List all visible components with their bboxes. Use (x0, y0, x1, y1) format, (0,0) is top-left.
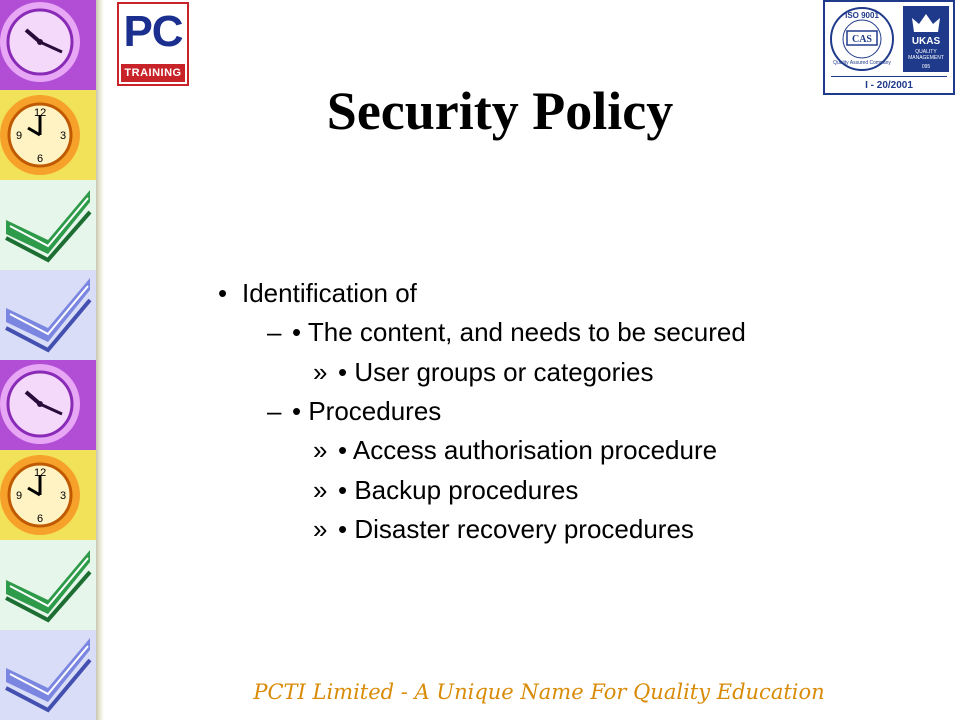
pc-training-logo (117, 2, 189, 86)
outline-marker: » (313, 514, 328, 544)
clock-icon (0, 360, 96, 450)
svg-text:6: 6 (37, 153, 44, 165)
svg-text:Quality Assured Company: Quality Assured Company (833, 60, 891, 66)
outline-text: • Access authorisation procedure (338, 435, 718, 465)
slide-title: Security Policy (326, 81, 674, 141)
outline-marker: » (313, 357, 328, 387)
decorative-image-strip (0, 0, 96, 720)
svg-text:12: 12 (34, 107, 47, 119)
logo-letters: PC (123, 7, 183, 56)
svg-text:ISO 9001: ISO 9001 (845, 11, 879, 20)
registration-number: I - 20/2001 (865, 80, 913, 91)
svg-text:9: 9 (16, 490, 23, 502)
logo-band: TRAINING (121, 64, 185, 82)
outline-text: • The content, and needs to be secured (292, 317, 746, 347)
outline-text: Identification of (242, 278, 417, 308)
outline-text: • Backup procedures (338, 475, 579, 505)
slide-footer: PCTI Limited - A Unique Name For Quality Education (253, 680, 825, 704)
svg-text:9: 9 (16, 130, 23, 142)
book-icon (0, 270, 96, 360)
outline-marker: – (267, 317, 282, 347)
book-icon (0, 540, 96, 630)
iso-seal-icon (829, 6, 895, 72)
book-icon (0, 180, 96, 270)
strip-edge-shadow (96, 0, 104, 720)
clock-icon (0, 90, 96, 180)
crown-icon (903, 8, 949, 38)
outline-text: • Procedures (292, 396, 442, 426)
clock-icon (0, 0, 96, 90)
clock-icon (0, 450, 96, 540)
svg-text:CAS: CAS (851, 34, 873, 45)
book-icon (0, 630, 96, 720)
outline-text: • Disaster recovery procedures (338, 514, 694, 544)
outline-marker: » (313, 435, 328, 465)
outline-text: • User groups or categories (338, 357, 654, 387)
ukas-mark: UKAS QUALITY MANAGEMENT 095 (903, 6, 949, 72)
outline-marker: » (313, 475, 328, 505)
certification-logo (823, 0, 955, 95)
svg-text:3: 3 (60, 490, 67, 502)
divider (831, 76, 947, 77)
svg-text:6: 6 (37, 513, 44, 525)
svg-text:12: 12 (34, 467, 47, 479)
svg-text:3: 3 (60, 130, 67, 142)
outline-marker: • (218, 278, 228, 308)
outline-marker: – (267, 396, 282, 426)
